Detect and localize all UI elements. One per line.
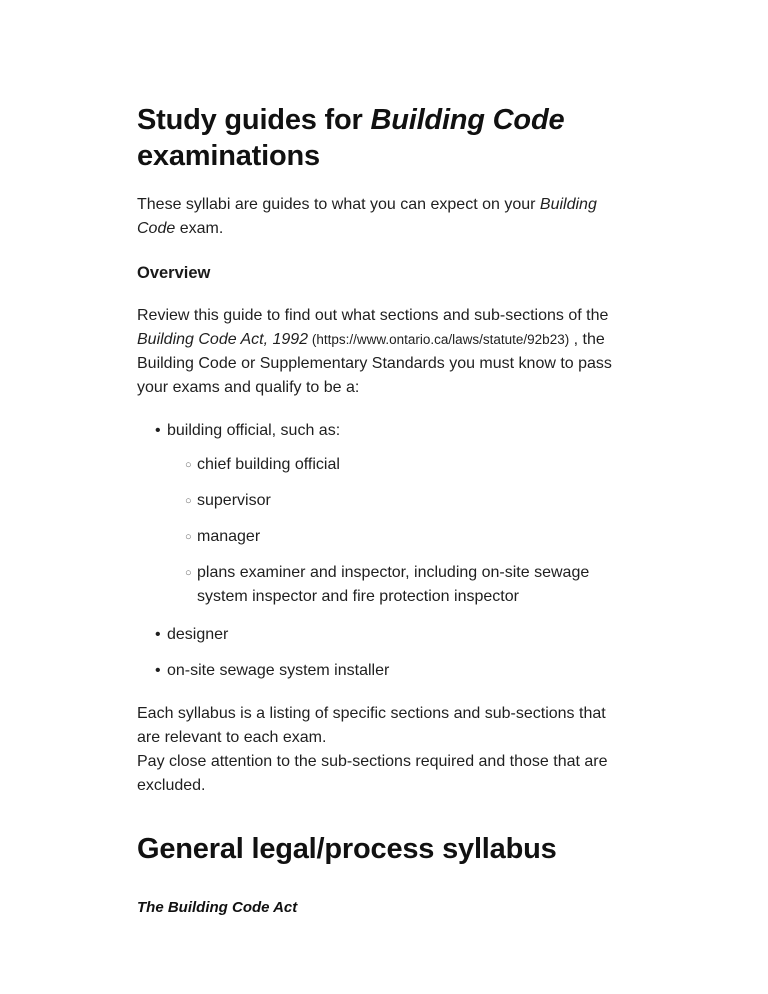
list-item-building-official (155, 419, 623, 609)
list-item-label: chief building official (197, 456, 340, 473)
bullet-circle-icon: ○ (185, 531, 192, 543)
overview-paragraph (137, 304, 623, 400)
overview-heading: Overview (137, 264, 211, 282)
bullet-disc-icon: • (155, 422, 161, 439)
document-content (137, 102, 623, 919)
building-official-sublist (167, 453, 623, 609)
list-item (185, 525, 623, 549)
list-item-label: on-site sewage system installer (167, 662, 390, 679)
list-item-label: supervisor (197, 492, 271, 509)
bullet-disc-icon: • (155, 626, 161, 643)
list-item (185, 453, 623, 477)
list-item-designer (155, 623, 623, 647)
syllabus-subheading: The Building Code Act (137, 899, 298, 916)
list-item-label: building official, such as: (167, 422, 341, 439)
intro-paragraph (137, 193, 623, 241)
closing-paragraph (137, 702, 623, 798)
closing-line-1: Each syllabus is a listing of specific sections and sub-sections that are relevant to each exam. (137, 705, 606, 746)
intro-italic: Building Code (137, 196, 597, 237)
list-item-label: plans examiner and inspector, including on-site sewage system inspector and fire protection inspector (197, 564, 590, 605)
page-title-italic: Building Code (370, 104, 565, 136)
intro-part2: exam. (175, 220, 224, 237)
bullet-circle-icon: ○ (185, 495, 192, 507)
overview-part1: Review this guide to find out what sections and sub-sections of the (137, 307, 609, 324)
building-code-act-citation: Building Code Act, 1992 (137, 331, 309, 348)
overview-part2: , the Building Code or Supplementary Standards you must know to pass your exams and qualify to be a: (137, 331, 612, 396)
building-code-act-url[interactable]: (https://www.ontario.ca/laws/statute/92b23) (308, 332, 570, 347)
list-item-sewage-installer (155, 659, 623, 683)
list-item (185, 561, 623, 609)
closing-line-2: Pay close attention to the sub-sections required and those that are excluded. (137, 753, 608, 794)
page-title-part1: Study guides for (137, 104, 371, 136)
list-item-label: manager (197, 528, 261, 545)
bullet-disc-icon: • (155, 662, 161, 679)
list-item-label: designer (167, 626, 229, 643)
syllabus-section-heading: General legal/process syllabus (137, 833, 557, 865)
page-title-part2: examinations (137, 140, 320, 172)
page-title (137, 102, 623, 174)
bullet-circle-icon: ○ (185, 567, 192, 579)
roles-list (137, 419, 623, 683)
list-item (185, 489, 623, 513)
bullet-circle-icon: ○ (185, 459, 192, 471)
intro-part1: These syllabi are guides to what you can expect on your (137, 196, 540, 213)
